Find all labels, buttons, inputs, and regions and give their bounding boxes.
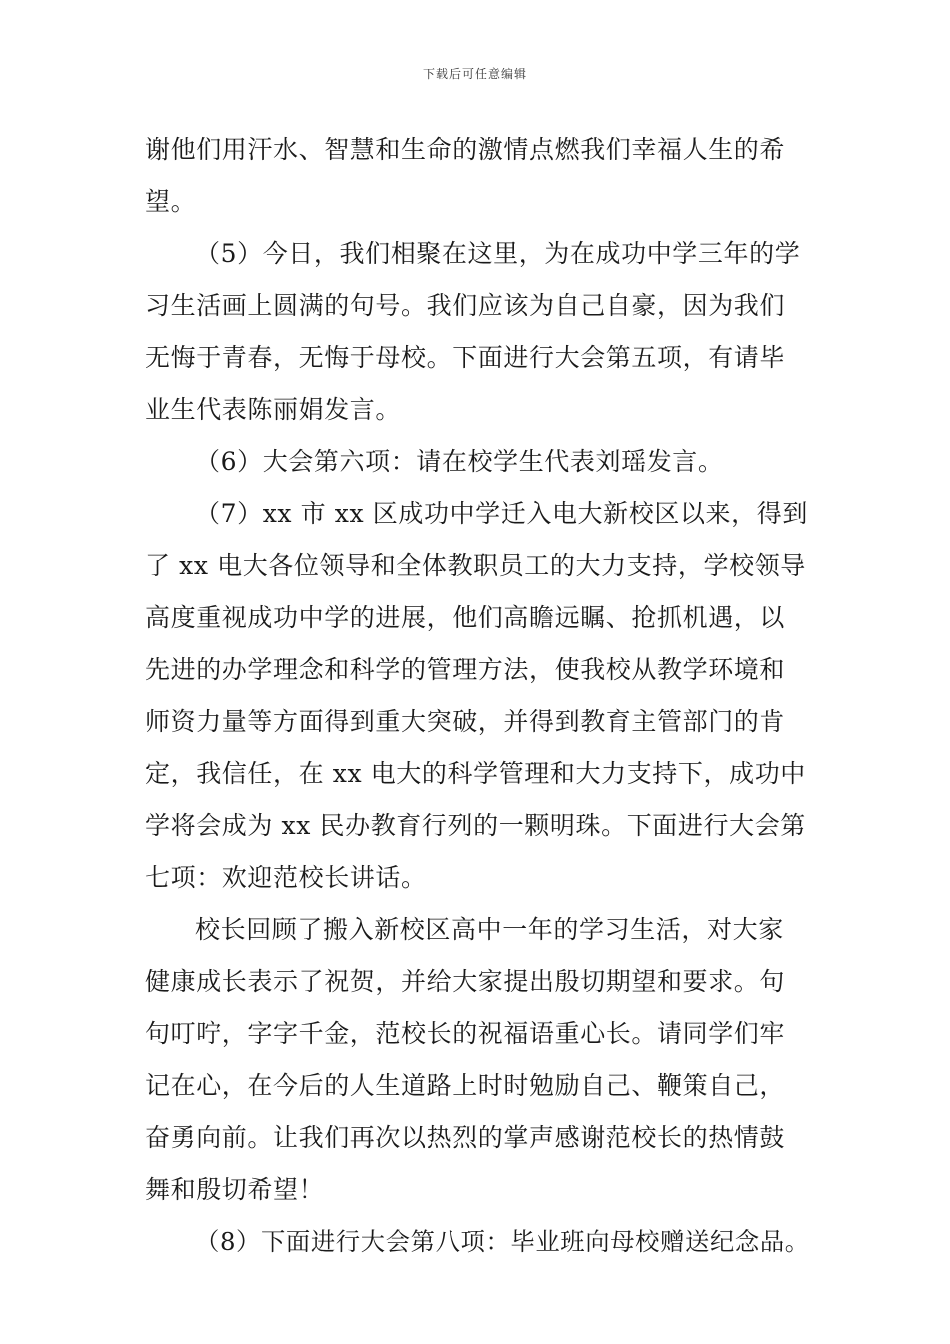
text-line: 望。 <box>145 187 197 216</box>
text-line: 句叮咛，字字千金，范校长的祝福语重心长。请同学们牢 <box>145 1019 786 1048</box>
text-line: 业生代表陈丽娟发言。 <box>145 395 402 424</box>
text-line: 记在心，在今后的人生道路上时时勉励自己、鞭策自己， <box>145 1071 786 1100</box>
text-line: 奋勇向前。让我们再次以热烈的掌声感谢范校长的热情鼓 <box>145 1123 786 1152</box>
text-line: 高度重视成功中学的进展，他们高瞻远瞩、抢抓机遇，以 <box>145 603 786 632</box>
paragraph-7-start: （7）xx 市 xx 区成功中学迁入电大新校区以来，得到 <box>195 499 808 528</box>
paragraph-principal-start: 校长回顾了搬入新校区高中一年的学习生活，对大家 <box>195 915 784 944</box>
text-line: 了 xx 电大各位领导和全体教职员工的大力支持，学校领导 <box>145 551 806 580</box>
paragraph-5-start: （5）今日，我们相聚在这里，为在成功中学三年的学 <box>195 239 801 268</box>
text-line: 七项：欢迎范校长讲话。 <box>145 863 427 892</box>
text-line: 师资力量等方面得到重大突破，并得到教育主管部门的肯 <box>145 707 786 736</box>
paragraph-6: （6）大会第六项：请在校学生代表刘瑶发言。 <box>195 447 724 476</box>
text-line: 无悔于青春，无悔于母校。下面进行大会第五项，有请毕 <box>145 343 786 372</box>
text-line: 舞和殷切希望！ <box>145 1175 325 1204</box>
text-line: 健康成长表示了祝贺，并给大家提出殷切期望和要求。句 <box>145 967 786 996</box>
text-line: 习生活画上圆满的句号。我们应该为自己自豪，因为我们 <box>145 291 786 320</box>
page-header: 下载后可任意编辑 <box>422 67 527 81</box>
document-body <box>145 124 815 1268</box>
text-line: 先进的办学理念和科学的管理方法，使我校从教学环境和 <box>145 655 786 684</box>
text-line: 学将会成为 xx 民办教育行列的一颗明珠。下面进行大会第 <box>145 811 806 840</box>
paragraph-8: （8）下面进行大会第八项：毕业班向母校赠送纪念品。 <box>195 1227 810 1256</box>
text-line: 定，我信任，在 xx 电大的科学管理和大力支持下，成功中 <box>145 759 806 788</box>
text-line: 谢他们用汗水、智慧和生命的激情点燃我们幸福人生的希 <box>145 135 786 164</box>
